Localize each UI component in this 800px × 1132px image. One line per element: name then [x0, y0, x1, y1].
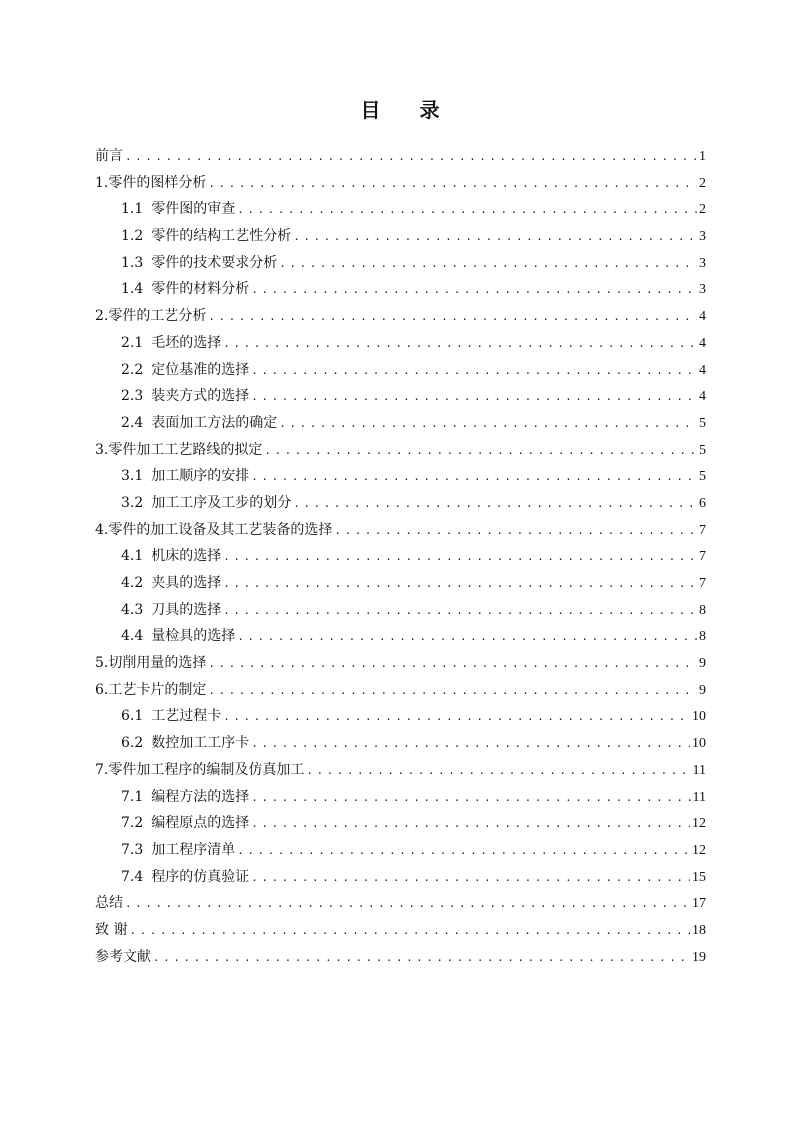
toc-dot-leader	[223, 704, 690, 731]
toc-section-entry[interactable]	[95, 543, 706, 570]
toc-section-entry[interactable]	[95, 357, 706, 384]
toc-entry-label: 工艺过程卡	[151, 708, 222, 725]
toc-page-number: 10	[692, 709, 706, 725]
toc-page-number: 17	[692, 896, 706, 912]
toc-page-number: 9	[699, 656, 706, 672]
toc-entry-title	[121, 730, 251, 757]
toc-dot-leader	[223, 331, 697, 358]
toc-entry-label: 量检具的选择	[151, 628, 236, 645]
toc-page-number: 7	[699, 576, 706, 591]
toc-section-number: 6.1	[121, 708, 144, 725]
toc-page-number: 12	[692, 842, 706, 858]
toc-entry-title	[121, 570, 223, 597]
toc-page-number: 6	[699, 495, 706, 511]
toc-section-entry[interactable]	[95, 250, 706, 277]
toc-section-number: 2.2	[121, 361, 144, 378]
toc-chapter-entry[interactable]	[95, 757, 706, 784]
toc-page-number: 11	[692, 789, 706, 805]
toc-entry-title	[95, 677, 208, 704]
toc-entry-title	[121, 864, 251, 891]
toc-page-number: 19	[692, 949, 706, 965]
toc-dot-leader	[251, 277, 697, 304]
toc-section-number: 7.4	[121, 868, 144, 885]
toc-page-number: 11	[692, 762, 706, 778]
toc-entry-label: 零件的技术要求分析	[151, 254, 278, 271]
toc-page-number: 8	[699, 629, 706, 645]
toc-section-number: 2.4	[121, 414, 144, 431]
toc-section-entry[interactable]	[95, 463, 706, 490]
toc-chapter-entry[interactable]	[95, 677, 706, 704]
toc-dot-leader	[153, 945, 690, 972]
toc-page-number: 2	[699, 202, 706, 218]
toc-dot-leader	[251, 731, 690, 758]
toc-dot-leader	[129, 918, 690, 945]
toc-entry-label: 零件的材料分析	[151, 281, 250, 298]
toc-section-number: 6.2	[121, 735, 144, 752]
toc-dot-leader	[125, 891, 690, 918]
toc-entry-label: 5.切削用量的选择	[95, 655, 207, 672]
toc-entry-label: 编程原点的选择	[151, 815, 250, 832]
toc-page-number: 2	[699, 175, 706, 191]
toc-dot-leader	[279, 411, 697, 438]
toc-section-entry[interactable]	[95, 837, 706, 864]
toc-page-number: 18	[692, 922, 706, 938]
toc-entry-title	[95, 944, 153, 971]
toc-page-number: 1	[699, 149, 706, 164]
toc-entry-label: 定位基准的选择	[151, 361, 250, 378]
toc-entry-title	[121, 196, 237, 223]
toc-dot-leader	[208, 678, 697, 705]
toc-page-number: 4	[699, 389, 706, 405]
toc-entry-title	[121, 410, 279, 437]
toc-page-number: 5	[699, 469, 706, 485]
toc-section-number: 4.2	[121, 575, 144, 591]
toc-chapter-entry[interactable]	[95, 944, 706, 971]
toc-section-entry[interactable]	[95, 810, 706, 837]
toc-entry-title	[121, 597, 223, 624]
toc-section-entry[interactable]	[95, 730, 706, 757]
toc-section-entry[interactable]	[95, 570, 706, 597]
toc-entry-label: 3.零件加工工艺路线的拟定	[95, 441, 263, 458]
toc-entry-title	[95, 517, 334, 544]
toc-entry-label: 总结	[95, 895, 123, 912]
toc-dot-leader	[334, 518, 697, 545]
toc-entry-label: 加工顺序的安排	[151, 468, 250, 485]
toc-dot-leader	[223, 571, 697, 598]
toc-chapter-entry[interactable]	[95, 143, 706, 170]
toc-entry-label: 夹具的选择	[151, 575, 222, 591]
page-title: 目 录	[360, 98, 456, 122]
toc-dot-leader	[237, 624, 697, 651]
toc-section-number: 4.1	[121, 548, 144, 565]
toc-chapter-entry[interactable]	[95, 303, 706, 330]
toc-section-entry[interactable]	[95, 196, 706, 223]
toc-section-number: 2.3	[121, 388, 144, 405]
toc-page-number: 12	[692, 816, 706, 832]
toc-entry-label: 2.零件的工艺分析	[95, 308, 207, 325]
toc-entry-title	[95, 890, 125, 917]
toc-section-number: 1.2	[121, 228, 144, 245]
toc-dot-leader	[208, 651, 697, 678]
toc-section-number: 1.1	[121, 201, 144, 218]
toc-page-number: 7	[699, 522, 706, 538]
toc-section-number: 7.3	[121, 841, 144, 858]
toc-section-entry[interactable]	[95, 703, 706, 730]
toc-entry-title	[121, 330, 223, 357]
toc-entry-label: 毛坯的选择	[151, 334, 222, 351]
toc-page-number: 4	[699, 362, 706, 378]
toc-dot-leader	[208, 304, 697, 331]
toc-entry-title	[121, 543, 223, 570]
toc-section-number: 3.2	[121, 494, 144, 511]
toc-section-entry[interactable]	[95, 383, 706, 410]
toc-entry-label: 致 谢	[95, 921, 128, 938]
toc-page-number: 4	[699, 309, 706, 325]
toc-section-number: 2.1	[121, 334, 144, 351]
toc-page-number: 15	[692, 869, 706, 885]
toc-entry-title	[121, 463, 251, 490]
toc-chapter-entry[interactable]	[95, 890, 706, 917]
toc-section-number: 3.1	[121, 468, 144, 485]
toc-dot-leader	[251, 811, 690, 838]
toc-entry-title	[121, 357, 251, 384]
toc-entry-label: 数控加工工序卡	[151, 735, 250, 752]
toc-page-number: 4	[699, 335, 706, 351]
toc-section-entry[interactable]	[95, 597, 706, 624]
toc-entry-title	[95, 303, 208, 330]
toc-section-entry[interactable]	[95, 490, 706, 517]
toc-entry-title	[121, 703, 223, 730]
toc-section-entry[interactable]	[95, 223, 706, 250]
toc-chapter-entry[interactable]	[95, 170, 706, 197]
toc-page-number: 5	[699, 415, 706, 431]
toc-entry-title	[95, 170, 208, 197]
toc-entry-title	[95, 437, 264, 464]
toc-entry-title	[95, 650, 208, 677]
toc-section-number: 7.2	[121, 815, 144, 832]
toc-page-number: 3	[699, 282, 706, 298]
toc-entry-label: 参考文献	[95, 948, 151, 965]
toc-dot-leader	[251, 464, 697, 491]
toc-entry-label: 装夹方式的选择	[151, 388, 250, 405]
toc-chapter-entry[interactable]	[95, 650, 706, 677]
toc-section-number: 1.3	[121, 254, 144, 271]
toc-entry-label: 1.零件的图样分析	[95, 174, 207, 191]
toc-entry-title	[121, 490, 293, 517]
toc-entry-title	[121, 383, 251, 410]
toc-chapter-entry[interactable]	[95, 917, 706, 944]
toc-page-number: 3	[699, 229, 706, 245]
toc-entry-title	[121, 223, 293, 250]
toc-entry-title	[95, 757, 306, 784]
toc-entry-label: 程序的仿真验证	[151, 868, 250, 885]
toc-dot-leader	[237, 197, 697, 224]
toc-section-entry[interactable]	[95, 784, 706, 811]
toc-entry-title	[121, 623, 237, 650]
toc-entry-label: 加工程序清单	[151, 841, 236, 858]
toc-dot-leader	[251, 358, 697, 385]
toc-dot-leader	[306, 758, 690, 785]
toc-section-entry[interactable]	[95, 410, 706, 437]
toc-section-number: 4.3	[121, 601, 144, 618]
toc-section-entry[interactable]	[95, 864, 706, 891]
toc-entry-title	[121, 250, 279, 277]
toc-entry-title	[95, 143, 125, 170]
toc-dot-leader	[223, 544, 697, 571]
toc-page-number: 5	[699, 442, 706, 458]
toc-dot-leader	[237, 838, 690, 865]
toc-dot-leader	[293, 491, 697, 518]
toc-entry-title	[121, 810, 251, 837]
toc-entry-label: 7.零件加工程序的编制及仿真加工	[95, 761, 305, 778]
toc-dot-leader	[251, 785, 690, 812]
toc-section-entry[interactable]	[95, 623, 706, 650]
toc-entry-title	[121, 276, 251, 303]
toc-dot-leader	[251, 865, 690, 892]
toc-entry-label: 零件的结构工艺性分析	[151, 228, 292, 245]
toc-section-number: 1.4	[121, 281, 144, 298]
toc-entry-title	[121, 837, 237, 864]
table-of-contents	[95, 143, 706, 970]
toc-section-number: 7.1	[121, 788, 144, 805]
toc-section-entry[interactable]	[95, 276, 706, 303]
toc-dot-leader	[125, 144, 697, 171]
toc-entry-label: 表面加工方法的确定	[151, 414, 278, 431]
toc-entry-label: 4.零件的加工设备及其工艺装备的选择	[95, 521, 333, 538]
toc-page-number: 9	[699, 682, 706, 698]
toc-entry-label: 编程方法的选择	[151, 788, 250, 805]
toc-dot-leader	[251, 384, 697, 411]
toc-entry-title	[95, 917, 129, 944]
toc-dot-leader	[223, 598, 697, 625]
toc-chapter-entry[interactable]	[95, 437, 706, 464]
toc-dot-leader	[208, 171, 697, 198]
toc-entry-title	[121, 784, 251, 811]
toc-entry-label: 刀具的选择	[151, 601, 222, 618]
toc-dot-leader	[293, 224, 697, 251]
toc-chapter-entry[interactable]	[95, 517, 706, 544]
toc-page-number: 8	[699, 602, 706, 618]
toc-page-number: 3	[699, 255, 706, 271]
toc-page-number: 10	[692, 736, 706, 752]
toc-entry-label: 零件图的审查	[151, 201, 236, 218]
toc-dot-leader	[264, 438, 697, 465]
toc-page-number: 7	[699, 549, 706, 565]
toc-dot-leader	[279, 251, 697, 278]
toc-entry-label: 前言	[95, 148, 123, 164]
toc-section-entry[interactable]	[95, 330, 706, 357]
toc-entry-label: 加工工序及工步的划分	[151, 494, 292, 511]
toc-entry-label: 机床的选择	[151, 548, 222, 565]
toc-entry-label: 6.工艺卡片的制定	[95, 681, 207, 698]
toc-section-number: 4.4	[121, 628, 144, 645]
